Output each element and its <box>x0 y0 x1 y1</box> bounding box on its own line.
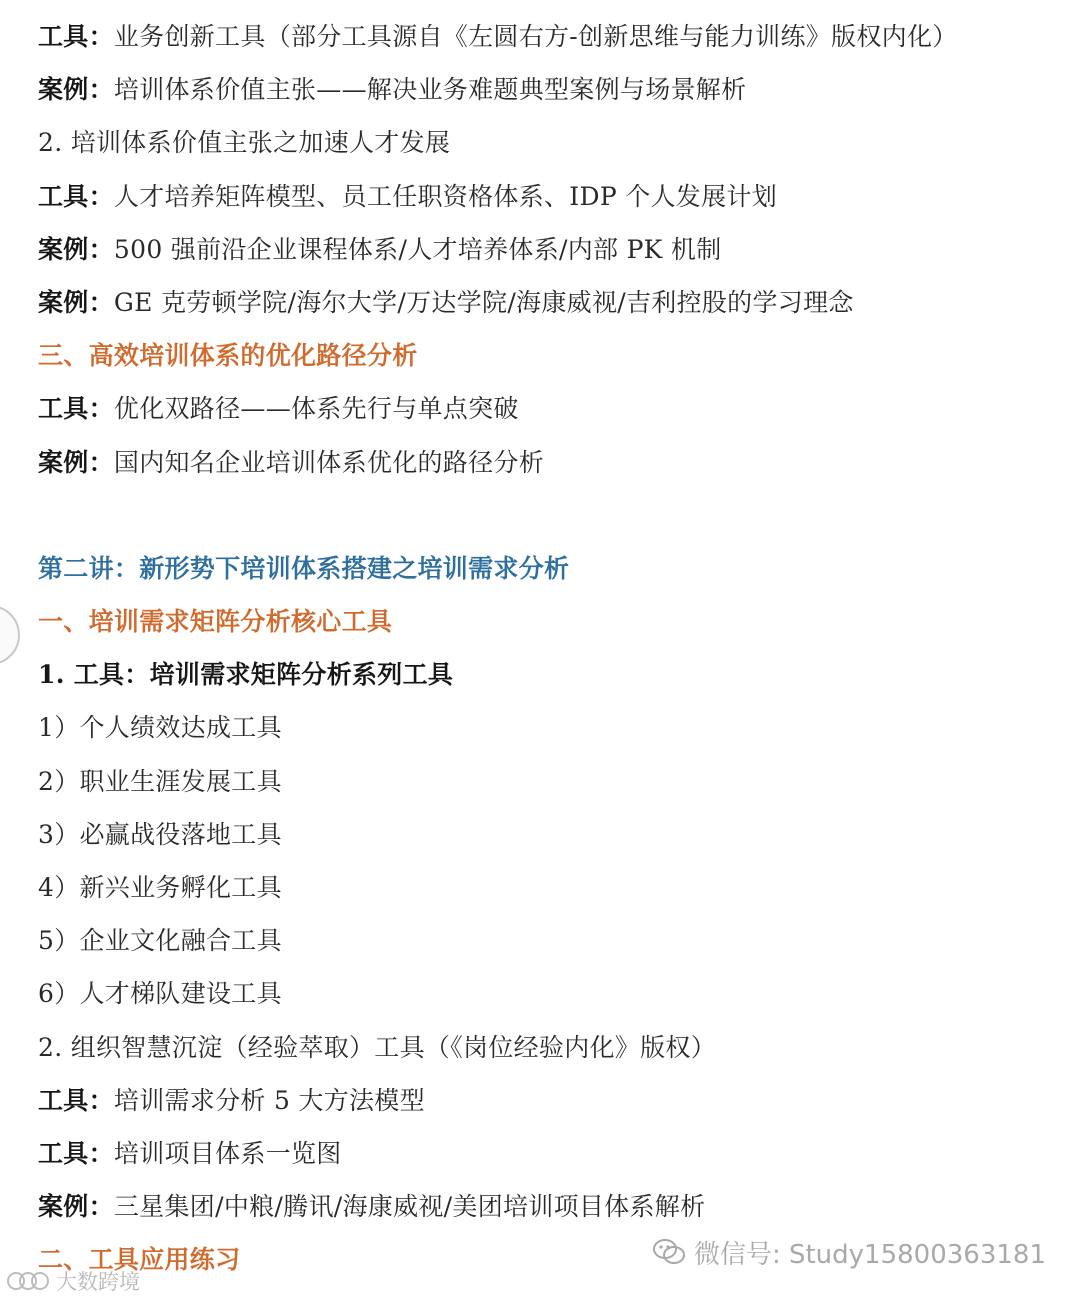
watermark-brand: 大数跨境 <box>6 1266 140 1296</box>
line-tool-talent-matrix: 工具：人才培养矩阵模型、员工任职资格体系、IDP 个人发展计划 <box>38 181 777 211</box>
blank-line <box>38 489 1056 542</box>
line-item-2-wisdom: 2. 组织智慧沉淀（经验萃取）工具（《岗位经验内化》版权） <box>38 1032 717 1062</box>
section-lecture-two: 第二讲：新形势下培训体系搭建之培训需求分析 <box>38 553 570 583</box>
wechat-icon <box>652 1238 686 1266</box>
line-case-value-proposition: 案例：培训体系价值主张——解决业务难题典型案例与场景解析 <box>38 75 747 105</box>
line-tool-business-innovation: 工具：业务创新工具（部分工具源自《左圆右方-创新思维与能力训练》版权内化） <box>38 22 958 51</box>
list-item-battle: 3）必赢战役落地工具 <box>38 819 282 849</box>
list-item-culture: 5）企业文化融合工具 <box>38 926 282 956</box>
line-tool-project-overview: 工具：培训项目体系一览图 <box>38 1138 342 1168</box>
list-item-new-business: 4）新兴业务孵化工具 <box>38 873 282 902</box>
line-case-ge-crotonville: 案例：GE 克劳顿学院/海尔大学/万达学院/海康威视/吉利控股的学习理念 <box>38 287 854 317</box>
document-body <box>38 10 1056 1287</box>
heading-one-needs-matrix: 一、培训需求矩阵分析核心工具 <box>38 607 393 637</box>
line-case-500-strong: 案例：500 强前沿企业课程体系/人才培养体系/内部 PK 机制 <box>38 234 722 264</box>
line-item-2-talent-development: 2. 培训体系价值主张之加速人才发展 <box>38 128 451 158</box>
brand-logo-icon <box>6 1269 52 1293</box>
watermark-wechat: 微信号: Study15800363181 <box>652 1232 1046 1272</box>
list-item-talent-pipeline: 6）人才梯队建设工具 <box>38 979 282 1009</box>
heading-three-optimization-path: 三、高效培训体系的优化路径分析 <box>38 341 418 371</box>
line-tool-dual-path: 工具：优化双路径——体系先行与单点突破 <box>38 394 519 424</box>
list-item-career: 2）职业生涯发展工具 <box>38 766 282 796</box>
line-case-domestic-path: 案例：国内知名企业培训体系优化的路径分析 <box>38 447 545 477</box>
line-item-1-needs-matrix-tools: 1. 工具：培训需求矩阵分析系列工具 <box>38 660 454 690</box>
list-item-performance: 1）个人绩效达成工具 <box>38 713 282 743</box>
line-tool-five-methods: 工具：培训需求分析 5 大方法模型 <box>38 1085 425 1115</box>
line-case-samsung: 案例：三星集团/中粮/腾讯/海康威视/美团培训项目体系解析 <box>38 1192 706 1222</box>
heading-two-practice: 二、工具应用练习 <box>38 1245 241 1275</box>
edge-handle[interactable] <box>0 605 20 665</box>
